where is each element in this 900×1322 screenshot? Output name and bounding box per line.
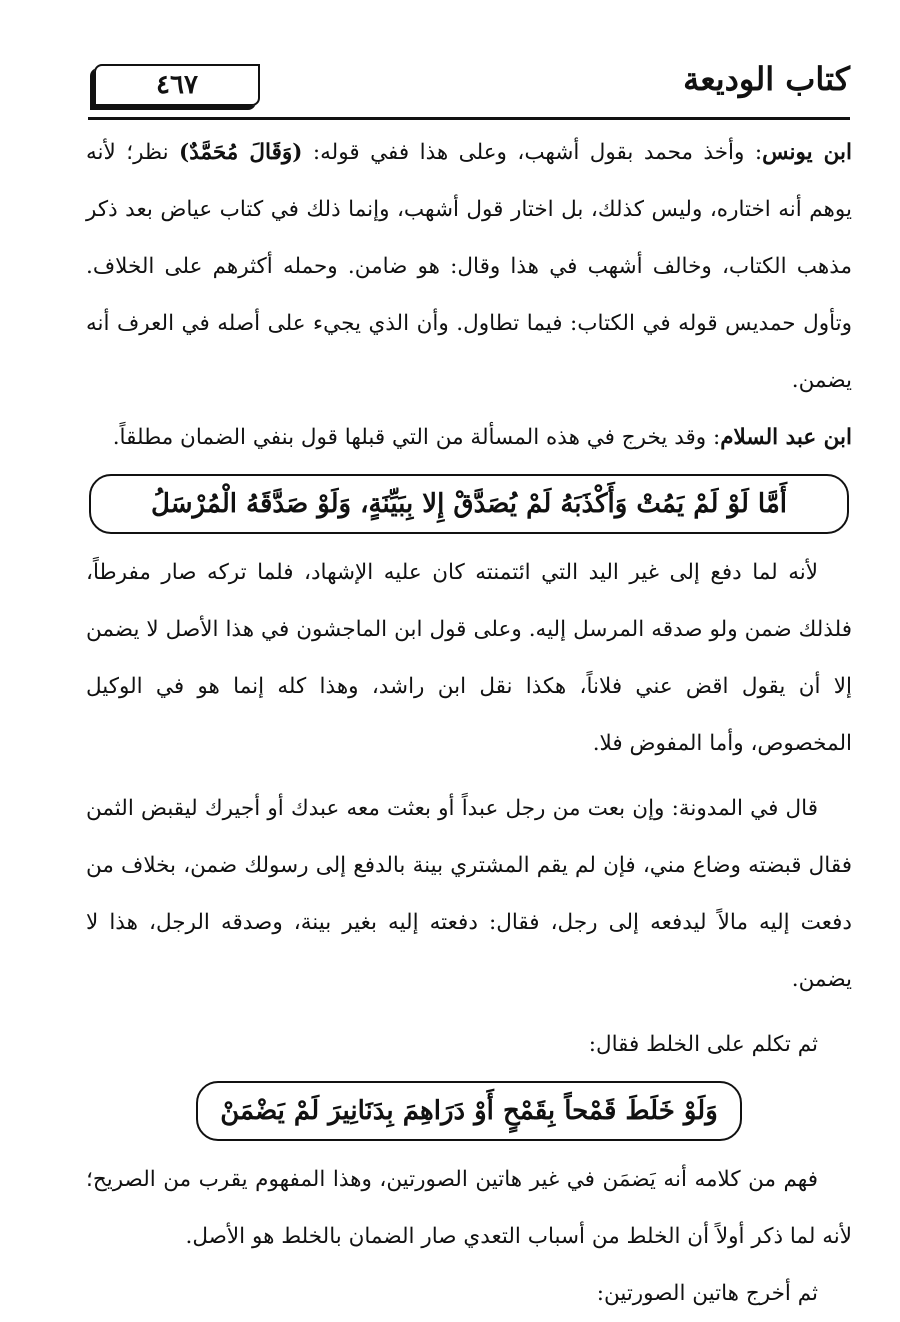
paragraph-ibn-yunus bbox=[86, 124, 852, 409]
paragraph-ibn-abd-al-salam bbox=[86, 409, 852, 466]
paragraph-commentary: فهم من كلامه أنه يَضمَن في غير هاتين الصورتين، وهذا المفهوم يقرب من الصريح؛ لأنه لما ذكر أولاً أن الخلط من أسباب التعدي صار الضمان بالخلط هو الأصل. bbox=[86, 1167, 852, 1249]
matn-quote-text: أَمَّا لَوْ لَمْ يَمُتْ وَأَكْذَبَهُ لَمْ يُصَدَّقْ إِلا بِبَيِّنَةٍ، وَلَوْ صَدَّقَهُ الْمُرْسَلُ bbox=[89, 474, 849, 534]
paragraph-text: نظر؛ لأنه يوهم أنه اختاره، وليس كذلك، بل اختار قول أشهب، وإنما ذلك في كتاب عياض بعد ذكر مذهب الكتاب، وخالف أشهب في هذا وقال: هو ضامن. وحمله أكثرهم على الخلاف. وتأول حمديس قوله في الكتاب: فيما تطاول. وأن الذي يجيء على أصله في العرف أنه يضمن. bbox=[86, 140, 852, 393]
paragraph-text: : وقد يخرج في هذه المسألة من التي قبلها قول بنفي الضمان مطلقاً. bbox=[112, 425, 721, 450]
page-number-box bbox=[94, 64, 260, 106]
header-divider bbox=[88, 117, 850, 120]
speaker-ibn-abd-al-salam: ابن عبد السلام bbox=[720, 425, 852, 450]
inline-quote: (وَقَالَ مُحَمَّدٌ) bbox=[179, 140, 303, 165]
paragraph-commentary: لأنه لما دفع إلى غير اليد التي ائتمنته كان عليه الإشهاد، فلما تركه صار مفرطاً، فلذلك ضمن ولو صدقه المرسل إليه. وعلى قول ابن الماجشون في هذا الأصل لا يضمن إلا أن يقول اقض عني فلاناً، هكذا نقل ابن راشد، وهذا كله إنما هو في الوكيل المخصوص، وأما المفوض فلا. bbox=[86, 560, 852, 756]
speaker-ibn-yunus: ابن يونس bbox=[762, 140, 852, 165]
paragraph-transition: ثم أخرج هاتين الصورتين: bbox=[596, 1281, 818, 1306]
matn-quote-box bbox=[86, 1081, 852, 1141]
paragraph-text: : وأخذ محمد بقول أشهب، وعلى هذا ففي قوله: bbox=[302, 140, 763, 165]
page-number: ٤٦٧ bbox=[156, 70, 198, 100]
paragraph-transition: ثم تكلم على الخلط فقال: bbox=[588, 1032, 818, 1057]
paragraph-mudawwana: قال في المدونة: وإن بعت من رجل عبداً أو بعثت معه عبدك أو أجيرك ليقبض الثمن فقال قبضته وضاع مني، فإن لم يقم المشتري بينة بالدفع إلى رسولك ضمن، بخلاف من دفعت إليه مالاً ليدفعه إلى رجل، فقال: دفعته إليه بغير بينة، وصدقه الرجل، هذا لا يضمن. bbox=[86, 796, 852, 992]
page-header bbox=[88, 58, 850, 120]
book-title: كتاب الوديعة bbox=[683, 60, 850, 98]
matn-quote-text: وَلَوْ خَلَطَ قَمْحاً بِقَمْحٍ أَوْ دَرَاهِمَ بِدَنَانِيرَ لَمْ يَضْمَنْ bbox=[196, 1081, 742, 1141]
page-body bbox=[86, 124, 852, 1322]
matn-quote-box bbox=[86, 474, 852, 534]
